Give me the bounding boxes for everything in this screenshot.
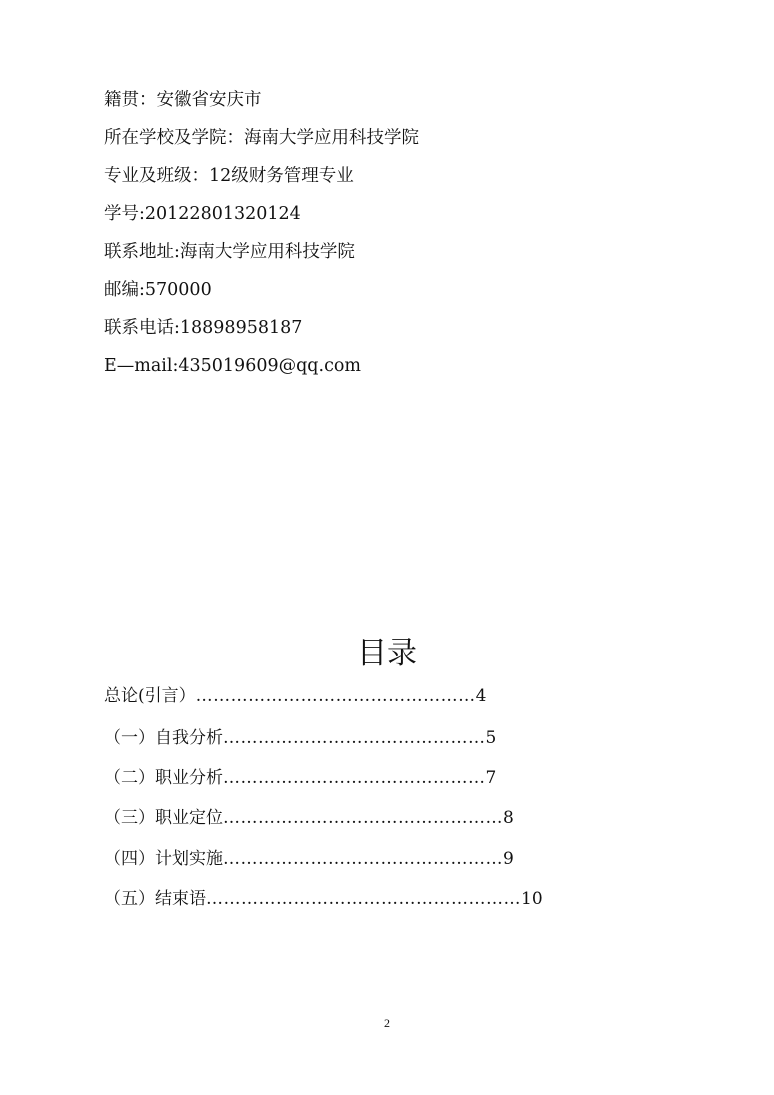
toc-leader-dots: ………………………………………… [195, 686, 476, 706]
toc-leader-dots: ……………………………………………… [206, 889, 521, 909]
school-line: 所在学校及学院：海南大学应用科技学院 [104, 128, 419, 148]
toc-entry-page: 5 [485, 728, 497, 748]
email-line: E—mail:435019609@qq.com [104, 356, 361, 376]
toc-entry-page: 10 [521, 889, 543, 909]
toc-entry-label: （五）结束语 [104, 889, 206, 909]
major-class-line: 专业及班级：12级财务管理专业 [104, 166, 354, 186]
toc-entry-label: （二）职业分析 [104, 768, 223, 788]
toc-entry-page: 8 [503, 808, 514, 828]
toc-entry-page: 4 [475, 686, 487, 706]
toc-entry-label: （一）自我分析 [104, 728, 223, 748]
toc-entry-label: （四）计划实施 [104, 849, 223, 869]
toc-leader-dots: ……………………………………… [223, 728, 486, 748]
toc-leader-dots: ……………………………………… [223, 768, 486, 788]
toc-leader-dots: ………………………………………… [223, 849, 503, 869]
address-line: 联系地址:海南大学应用科技学院 [104, 242, 355, 262]
toc-entry[interactable] [104, 810, 514, 827]
toc-leader-dots: ………………………………………… [223, 808, 503, 828]
native-place-line: 籍贯：安徽省安庆市 [104, 90, 262, 110]
postcode-line: 邮编:570000 [104, 280, 212, 300]
toc-entry-page: 9 [503, 849, 514, 869]
toc-entry[interactable] [104, 851, 514, 868]
toc-title: 目录 [357, 636, 417, 671]
toc-entry-label: （三）职业定位 [104, 808, 223, 828]
student-id-line: 学号:20122801320124 [104, 204, 301, 224]
toc-entry-label: 总论(引言） [104, 686, 196, 706]
toc-entry-page: 7 [485, 768, 497, 788]
toc-entry[interactable] [104, 730, 496, 747]
toc-entry[interactable] [104, 891, 543, 908]
toc-entry[interactable] [104, 688, 486, 705]
phone-line: 联系电话:18898958187 [104, 318, 303, 338]
toc-entry[interactable] [104, 770, 496, 787]
page-number: 2 [384, 1016, 390, 1030]
